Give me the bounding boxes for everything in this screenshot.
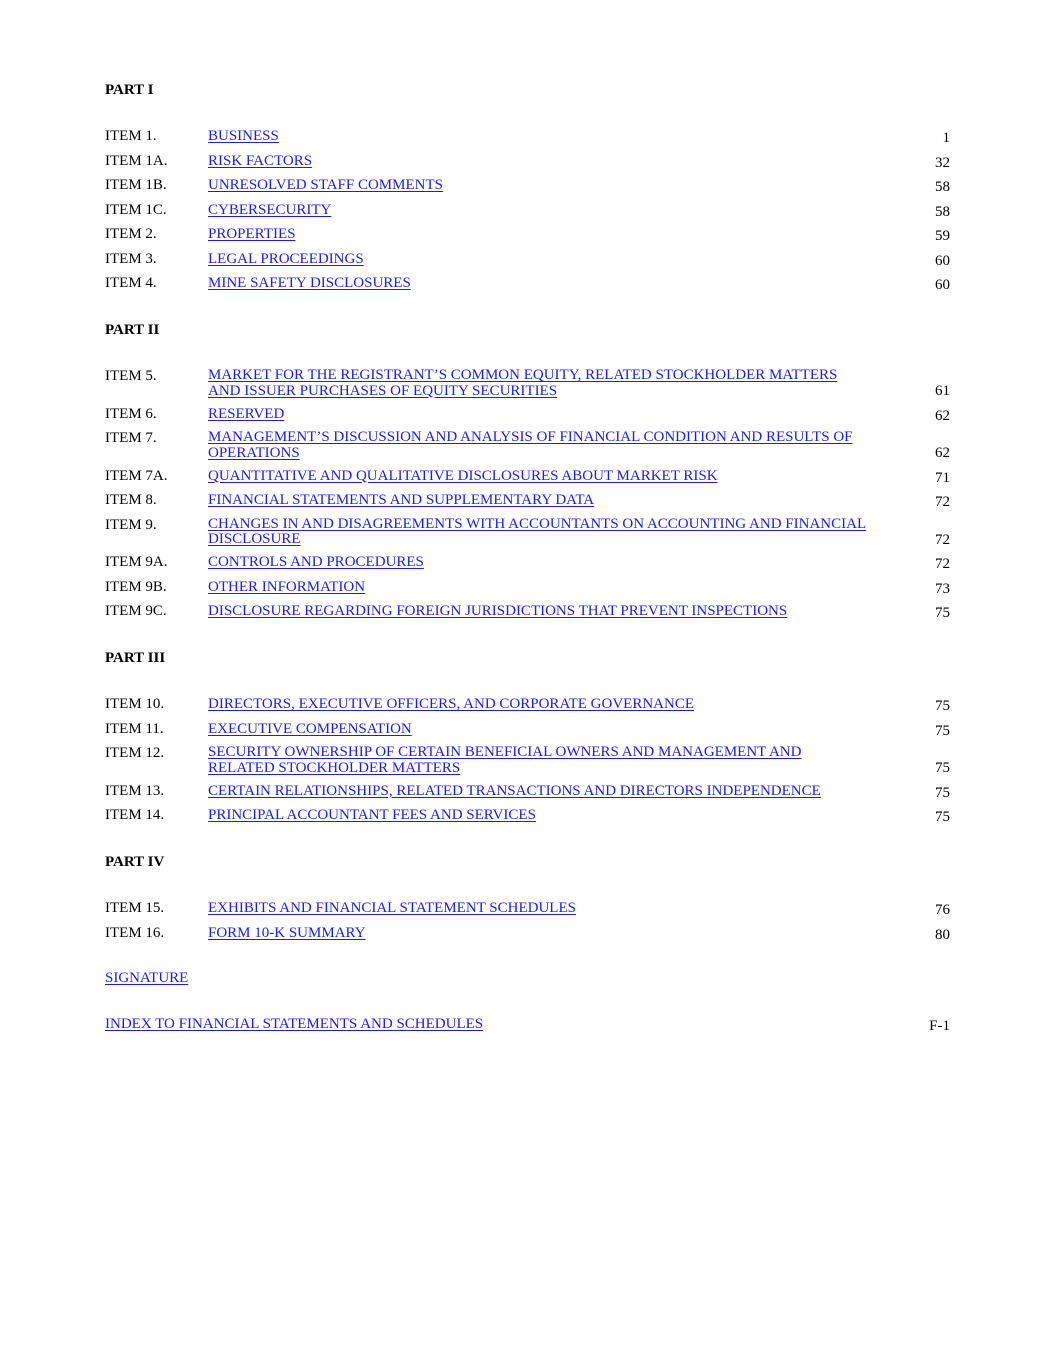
item-number: ITEM 1C. bbox=[105, 201, 167, 218]
item-number: ITEM 16. bbox=[105, 924, 165, 941]
item-page-number: 62 bbox=[935, 407, 950, 424]
toc-row bbox=[105, 578, 950, 597]
item-list bbox=[105, 367, 950, 621]
item-title-link[interactable]: FORM 10-K SUMMARY bbox=[208, 924, 366, 941]
item-page-number: 61 bbox=[935, 383, 950, 399]
item-title-line: MARKET FOR THE REGISTRANT’S COMMON EQUITY, RELATED STOCKHOLDER MATTERS bbox=[208, 367, 838, 383]
part-section bbox=[105, 80, 950, 293]
item-number: ITEM 8. bbox=[105, 492, 157, 508]
item-title-link[interactable] bbox=[208, 744, 801, 776]
signature-row bbox=[105, 969, 950, 988]
toc-row bbox=[105, 806, 950, 825]
item-page-number: 75 bbox=[935, 722, 950, 739]
item-number: ITEM 9B. bbox=[105, 578, 167, 595]
toc-row bbox=[105, 405, 950, 424]
item-title-link[interactable] bbox=[208, 516, 866, 548]
toc-row bbox=[105, 924, 950, 943]
item-title-cell bbox=[208, 467, 890, 486]
item-title-link[interactable]: UNRESOLVED STAFF COMMENTS bbox=[208, 177, 443, 193]
item-number: ITEM 9. bbox=[105, 516, 157, 533]
item-page-number: 75 bbox=[935, 605, 950, 621]
item-title-cell bbox=[208, 553, 890, 572]
item-page-number: 73 bbox=[935, 580, 950, 597]
item-number: ITEM 9C. bbox=[105, 603, 167, 619]
item-title-link[interactable]: MINE SAFETY DISCLOSURES bbox=[208, 275, 411, 291]
item-title-cell bbox=[208, 429, 890, 461]
item-number: ITEM 9A. bbox=[105, 554, 168, 570]
item-page-number: 72 bbox=[935, 531, 950, 548]
toc-row bbox=[105, 744, 950, 776]
item-title-cell bbox=[208, 127, 890, 146]
item-title-link[interactable]: EXECUTIVE COMPENSATION bbox=[208, 720, 412, 737]
item-page-number: 75 bbox=[935, 809, 950, 825]
item-number: ITEM 7A. bbox=[105, 467, 168, 484]
item-title-cell bbox=[208, 695, 890, 714]
toc-row bbox=[105, 274, 950, 293]
item-title-link[interactable] bbox=[208, 429, 853, 461]
toc-row bbox=[105, 516, 950, 548]
item-number: ITEM 14. bbox=[105, 807, 165, 823]
item-title-cell bbox=[208, 225, 890, 244]
part-section bbox=[105, 320, 950, 621]
parts-container bbox=[105, 80, 950, 943]
part-heading: PART III bbox=[105, 650, 166, 666]
item-title-cell bbox=[208, 720, 890, 739]
item-title-cell bbox=[208, 602, 890, 621]
item-title-line: AND ISSUER PURCHASES OF EQUITY SECURITIES bbox=[208, 382, 558, 399]
item-title-cell bbox=[208, 806, 890, 825]
item-number: ITEM 12. bbox=[105, 745, 165, 761]
item-number: ITEM 15. bbox=[105, 900, 165, 916]
item-page-number: 71 bbox=[935, 469, 950, 486]
item-number: ITEM 6. bbox=[105, 405, 157, 422]
toc-row bbox=[105, 152, 950, 171]
item-page-number: 60 bbox=[935, 252, 950, 269]
item-title-cell bbox=[208, 924, 890, 943]
item-title-link[interactable]: CONTROLS AND PROCEDURES bbox=[208, 554, 424, 570]
toc-row bbox=[105, 602, 950, 621]
item-title-link[interactable] bbox=[208, 367, 837, 399]
item-page-number: 80 bbox=[935, 926, 950, 943]
item-page-number: 32 bbox=[935, 154, 950, 171]
item-number: ITEM 1. bbox=[105, 128, 157, 144]
item-title-link[interactable]: QUANTITATIVE AND QUALITATIVE DISCLOSURES ABOUT MARKET RISK bbox=[208, 467, 718, 484]
item-title-link[interactable]: CERTAIN RELATIONSHIPS, RELATED TRANSACTIONS AND DIRECTORS INDEPENDENCE bbox=[208, 782, 821, 799]
item-page-number: 60 bbox=[935, 277, 950, 293]
item-page-number: 75 bbox=[935, 784, 950, 801]
index-row bbox=[105, 1015, 950, 1034]
index-financial-statements-link[interactable]: INDEX TO FINANCIAL STATEMENTS AND SCHEDULES bbox=[105, 1015, 484, 1032]
item-page-number: 58 bbox=[935, 203, 950, 220]
item-number: ITEM 5. bbox=[105, 368, 157, 384]
item-title-link[interactable]: DIRECTORS, EXECUTIVE OFFICERS, AND CORPORATE GOVERNANCE bbox=[208, 696, 695, 712]
item-title-line: CHANGES IN AND DISAGREEMENTS WITH ACCOUNTANTS ON ACCOUNTING AND FINANCIAL bbox=[208, 515, 867, 532]
toc-row bbox=[105, 491, 950, 510]
item-number: ITEM 1A. bbox=[105, 152, 168, 169]
item-title-link[interactable]: PROPERTIES bbox=[208, 226, 296, 242]
item-page-number: 1 bbox=[942, 130, 950, 146]
item-page-number: 76 bbox=[935, 902, 950, 918]
item-page-number: 72 bbox=[935, 494, 950, 510]
item-number: ITEM 11. bbox=[105, 720, 164, 737]
part-heading: PART IV bbox=[105, 854, 165, 870]
item-number: ITEM 4. bbox=[105, 275, 157, 291]
item-list bbox=[105, 695, 950, 825]
item-title-line: OPERATIONS bbox=[208, 444, 300, 461]
toc-row bbox=[105, 201, 950, 220]
toc-row bbox=[105, 899, 950, 918]
item-title-link[interactable]: BUSINESS bbox=[208, 128, 279, 144]
item-title-cell bbox=[208, 782, 890, 801]
item-title-cell bbox=[208, 516, 890, 548]
toc-row bbox=[105, 225, 950, 244]
toc-row bbox=[105, 176, 950, 195]
toc-row bbox=[105, 553, 950, 572]
item-number: ITEM 1B. bbox=[105, 177, 167, 193]
item-title-cell bbox=[208, 201, 890, 220]
item-page-number: 58 bbox=[935, 179, 950, 195]
item-title-cell bbox=[208, 744, 890, 776]
item-page-number: 72 bbox=[935, 556, 950, 572]
item-title-link[interactable]: RISK FACTORS bbox=[208, 152, 313, 169]
part-heading: PART II bbox=[105, 322, 160, 338]
toc-row bbox=[105, 695, 950, 714]
item-page-number: 59 bbox=[935, 228, 950, 244]
item-title-link[interactable]: FINANCIAL STATEMENTS AND SUPPLEMENTARY DATA bbox=[208, 492, 595, 508]
part-section bbox=[105, 852, 950, 943]
item-title-line: RELATED STOCKHOLDER MATTERS bbox=[208, 759, 461, 776]
item-title-line: DISCLOSURE bbox=[208, 531, 301, 547]
toc-row bbox=[105, 127, 950, 146]
part-heading: PART I bbox=[105, 82, 154, 98]
item-title-cell bbox=[208, 250, 890, 269]
item-title-link[interactable]: OTHER INFORMATION bbox=[208, 578, 366, 595]
item-title-link[interactable]: RESERVED bbox=[208, 405, 285, 422]
toc-row bbox=[105, 429, 950, 461]
item-title-line: SECURITY OWNERSHIP OF CERTAIN BENEFICIAL OWNERS AND MANAGEMENT AND bbox=[208, 744, 802, 760]
item-title-link[interactable]: PRINCIPAL ACCOUNTANT FEES AND SERVICES bbox=[208, 807, 536, 823]
item-page-number: 75 bbox=[935, 760, 950, 776]
item-number: ITEM 2. bbox=[105, 226, 157, 242]
item-page-number: 62 bbox=[935, 445, 950, 461]
item-title-cell bbox=[208, 899, 890, 918]
part-section bbox=[105, 648, 950, 825]
item-list bbox=[105, 899, 950, 943]
index-page-number: F-1 bbox=[929, 1017, 950, 1034]
item-title-cell bbox=[208, 176, 890, 195]
toc-row bbox=[105, 720, 950, 739]
item-title-link[interactable]: CYBERSECURITY bbox=[208, 201, 332, 218]
toc-row bbox=[105, 250, 950, 269]
toc-row bbox=[105, 782, 950, 801]
item-title-cell bbox=[208, 405, 890, 424]
item-title-cell bbox=[208, 367, 890, 399]
item-title-link[interactable]: LEGAL PROCEEDINGS bbox=[208, 250, 364, 267]
item-number: ITEM 13. bbox=[105, 782, 165, 799]
item-page-number: 75 bbox=[935, 698, 950, 714]
item-number: ITEM 7. bbox=[105, 430, 157, 446]
item-number: ITEM 3. bbox=[105, 250, 157, 267]
signature-link[interactable]: SIGNATURE bbox=[105, 969, 189, 986]
item-title-link[interactable]: DISCLOSURE REGARDING FOREIGN JURISDICTIONS THAT PREVENT INSPECTIONS bbox=[208, 603, 788, 619]
item-title-cell bbox=[208, 274, 890, 293]
item-title-cell bbox=[208, 491, 890, 510]
table-of-contents bbox=[105, 80, 950, 1034]
item-title-link[interactable]: EXHIBITS AND FINANCIAL STATEMENT SCHEDULES bbox=[208, 900, 576, 916]
item-number: ITEM 10. bbox=[105, 696, 165, 712]
item-title-cell bbox=[208, 152, 890, 171]
item-title-cell bbox=[208, 578, 890, 597]
item-title-line: MANAGEMENT’S DISCUSSION AND ANALYSIS OF FINANCIAL CONDITION AND RESULTS OF bbox=[208, 429, 853, 445]
toc-row bbox=[105, 467, 950, 486]
toc-row bbox=[105, 367, 950, 399]
item-list bbox=[105, 127, 950, 293]
